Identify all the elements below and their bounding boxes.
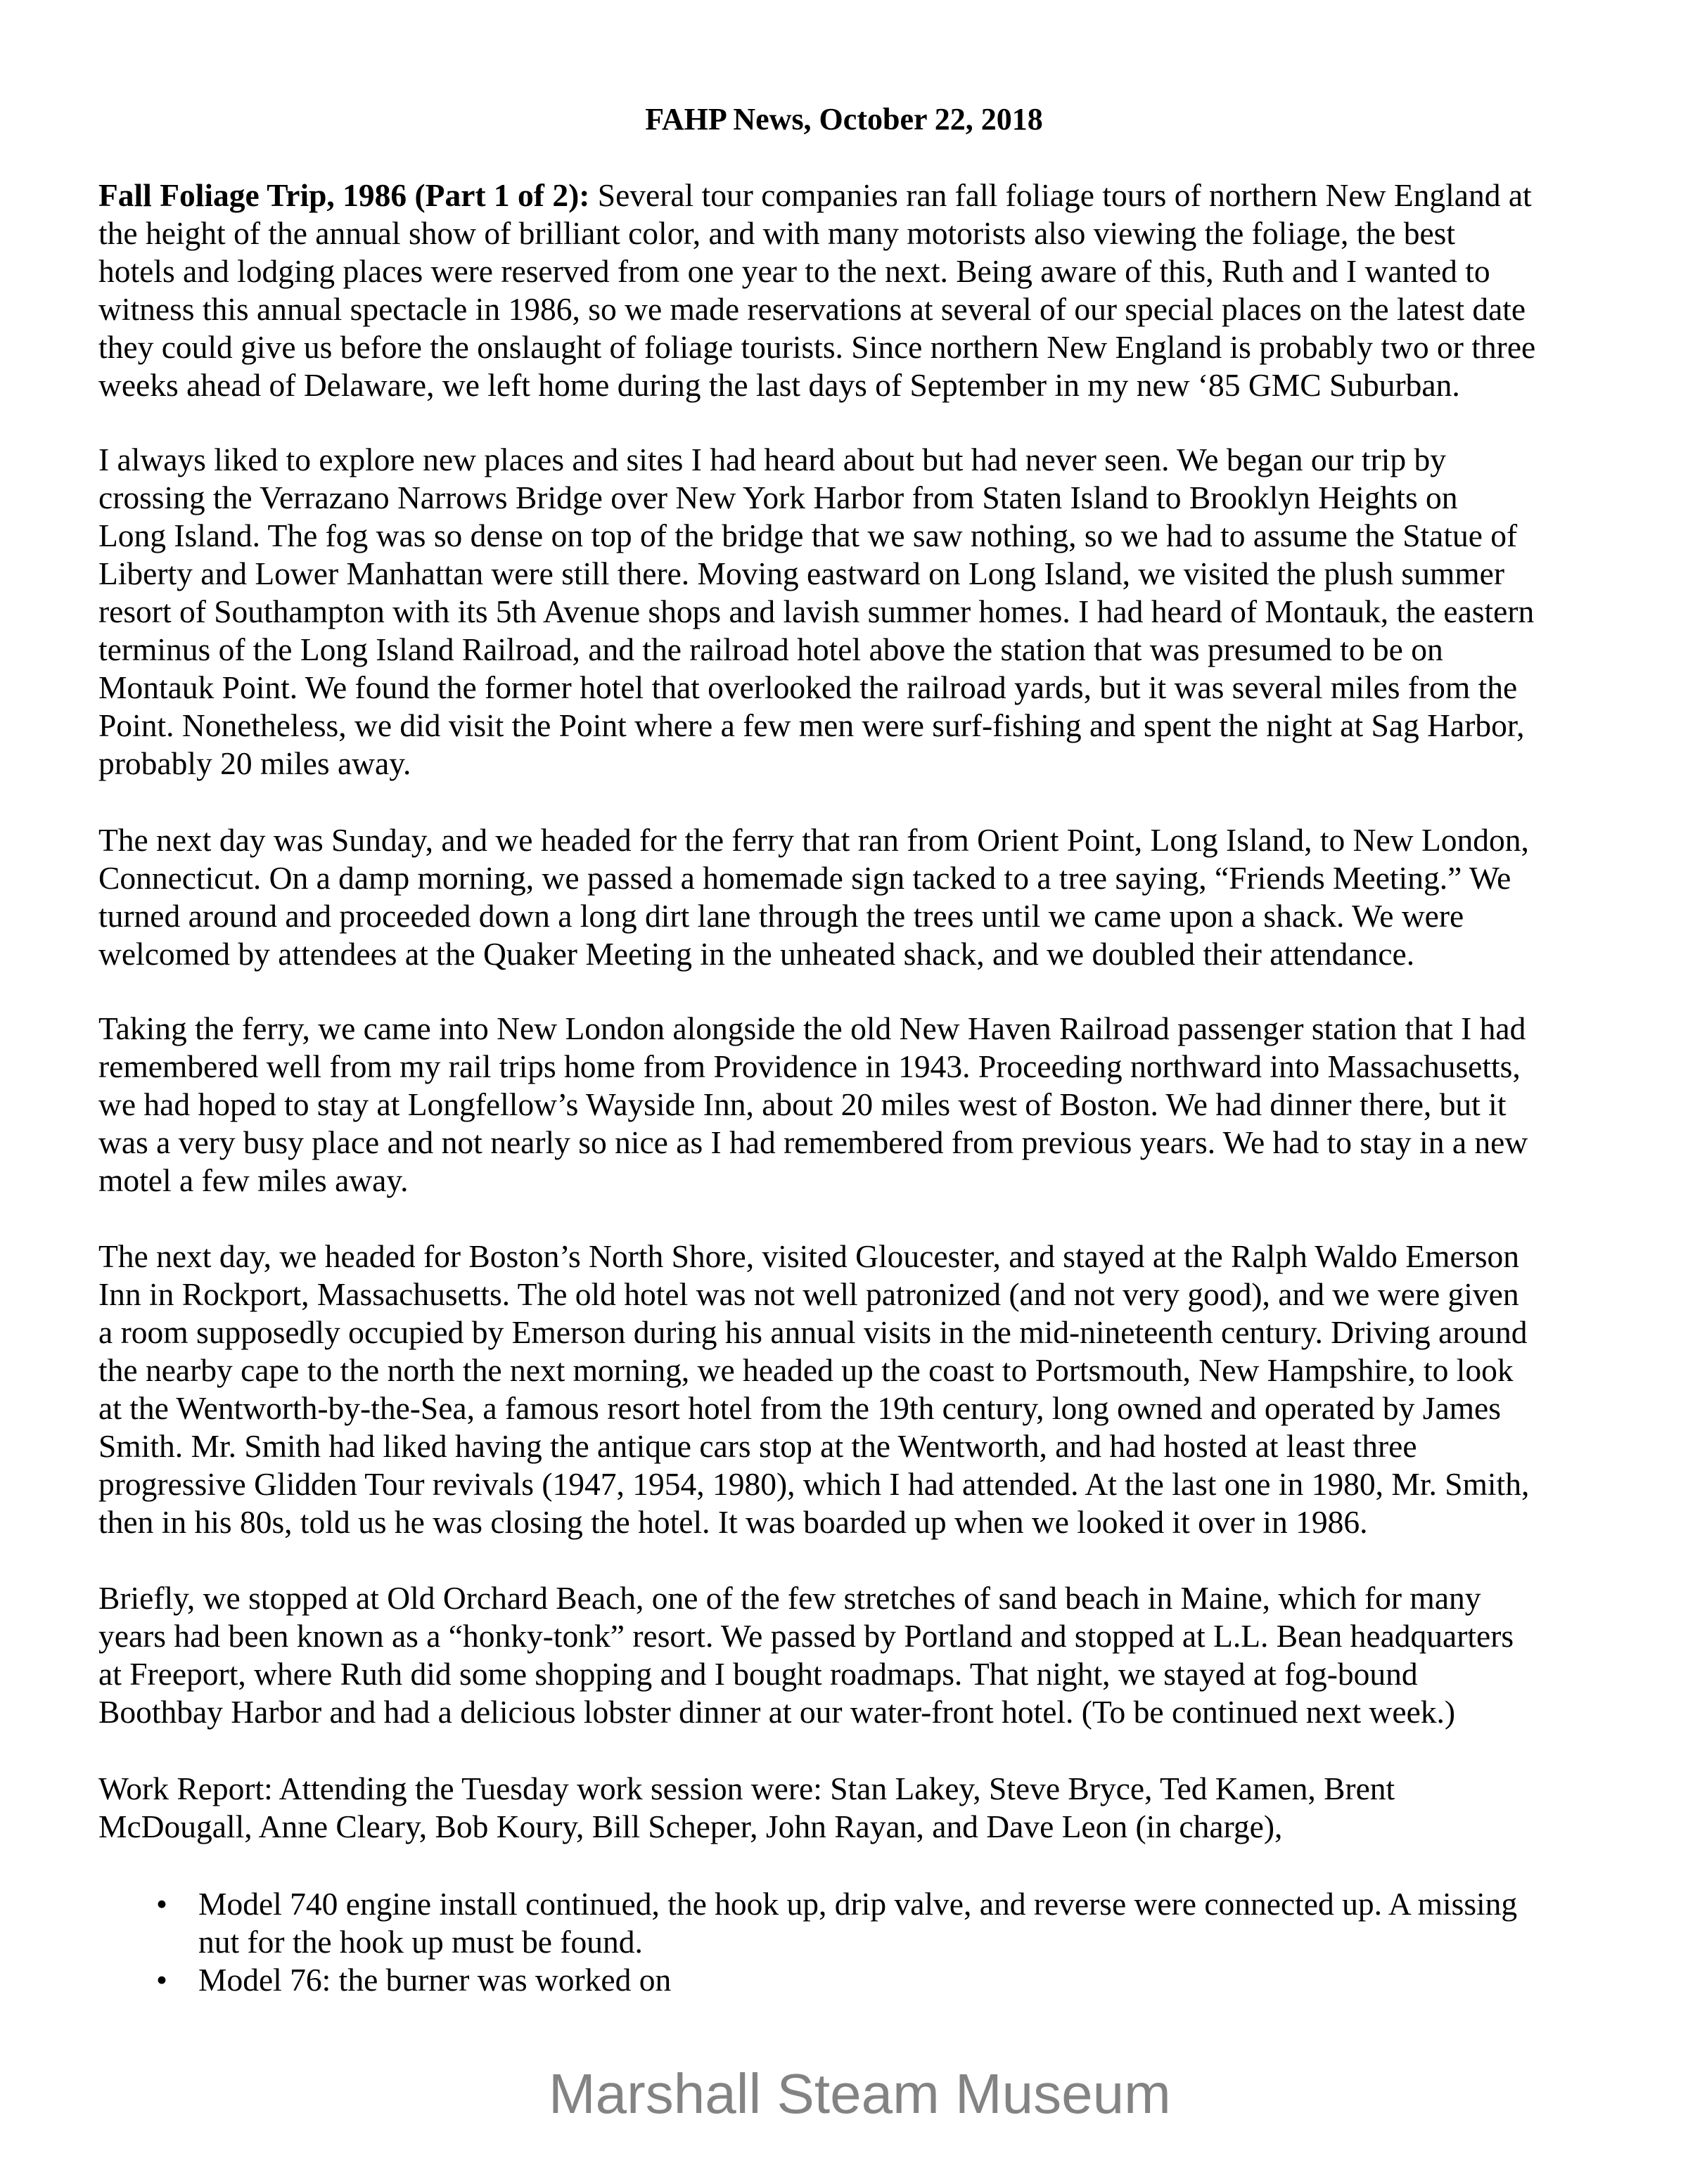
bullet-item (98, 1885, 1517, 1961)
text-line: Model 740 engine install continued, the hook up, drip valve, and reverse were connected up. A missing (198, 1886, 1518, 1922)
text-line: years had been known as a “honky-tonk” resort. We passed by Portland and stopped at L.L. Bean headquarters (98, 1618, 1514, 1654)
text-line: the nearby cape to the north the next morning, we headed up the coast to Portsmouth, New Hampshire, to look (98, 1352, 1514, 1388)
paragraph-new-london (98, 1010, 1528, 1200)
text-line: resort of Southampton with its 5th Avenue shops and lavish summer homes. I had heard of Montauk, the eastern (98, 593, 1535, 629)
text-line: they could give us before the onslaught of foliage tourists. Since northern New England is probably two or three (98, 329, 1536, 365)
text-line: hotels and lodging places were reserved from one year to the next. Being aware of this, Ruth and I wanted to (98, 253, 1490, 289)
text-line: Work Report: Attending the Tuesday work session were: Stan Lakey, Steve Bryce, Ted Kamen, Brent (98, 1771, 1395, 1806)
text-line: welcomed by attendees at the Quaker Meeting in the unheated shack, and we doubled their attendance. (98, 936, 1415, 972)
paragraph-maine (98, 1579, 1514, 1731)
text-span: Several tour companies ran fall foliage tours of northern New England at (589, 177, 1532, 213)
text-line: then in his 80s, told us he was closing the hotel. It was boarded up when we looked it over in 1986. (98, 1504, 1368, 1540)
paragraph-quaker-meeting (98, 821, 1529, 973)
paragraph-work-report (98, 1770, 1395, 1846)
text-line: terminus of the Long Island Railroad, and the railroad hotel above the station that was presumed to be on (98, 631, 1443, 667)
text-line: I always liked to explore new places and sites I had heard about but had never seen. We began our trip by (98, 442, 1446, 477)
bullet-item (98, 1961, 1517, 1999)
text-line: remembered well from my rail trips home from Providence in 1943. Proceeding northward into Massachusetts, (98, 1048, 1521, 1084)
text-line: at the Wentworth-by-the-Sea, a famous resort hotel from the 19th century, long owned and operated by James (98, 1390, 1501, 1426)
bullet-icon: • (156, 1886, 167, 1922)
text-line: witness this annual spectacle in 1986, so we made reservations at several of our special places on the latest date (98, 291, 1526, 327)
text-line: motel a few miles away. (98, 1162, 409, 1198)
text-line: we had hoped to stay at Longfellow’s Wayside Inn, about 20 miles west of Boston. We had dinner there, but it (98, 1086, 1507, 1122)
text-line: was a very busy place and not nearly so nice as I had remembered from previous years. We had to stay in a new (98, 1124, 1528, 1160)
paragraph-long-island (98, 441, 1534, 783)
paragraph-north-shore (98, 1238, 1529, 1541)
text-line: probably 20 miles away. (98, 745, 411, 781)
text-line: Point. Nonetheless, we did visit the Point where a few men were surf-fishing and spent the night at Sag Harbor, (98, 707, 1525, 743)
text-line: Long Island. The fog was so dense on top of the bridge that we saw nothing, so we had to assume the Statue of (98, 518, 1518, 553)
bullet-icon: • (156, 1962, 167, 1998)
watermark: Marshall Steam Museum (549, 2062, 1171, 2125)
text-line: Connecticut. On a damp morning, we passed a homemade sign tacked to a tree saying, “Friends Meeting.” We (98, 860, 1511, 896)
text-line: Taking the ferry, we came into New London alongside the old New Haven Railroad passenger station that I had (98, 1010, 1526, 1046)
text-line: Briefly, we stopped at Old Orchard Beach, one of the few stretches of sand beach in Maine, which for many (98, 1580, 1481, 1616)
section-heading: Fall Foliage Trip, 1986 (Part 1 of 2): (98, 177, 590, 213)
text-line: a room supposedly occupied by Emerson during his annual visits in the mid-nineteenth century. Driving around (98, 1314, 1528, 1350)
text-line: McDougall, Anne Cleary, Bob Koury, Bill Scheper, John Rayan, and Dave Leon (in charge), (98, 1809, 1283, 1844)
page-title: FAHP News, October 22, 2018 (645, 102, 1043, 136)
text-line: Boothbay Harbor and had a delicious lobster dinner at our water-front hotel. (To be continued next week.) (98, 1694, 1456, 1730)
paragraph-fall-foliage-intro (98, 176, 1535, 404)
text-line: progressive Glidden Tour revivals (1947, 1954, 1980), which I had attended. At the last one in 1980, Mr. Smith, (98, 1466, 1530, 1502)
text-line: Smith. Mr. Smith had liked having the antique cars stop at the Wentworth, and had hosted at least three (98, 1428, 1417, 1464)
work-bullet-list (98, 1885, 1517, 1999)
text-line: Model 76: the burner was worked on (198, 1962, 672, 1998)
text-line: Liberty and Lower Manhattan were still there. Moving eastward on Long Island, we visited the plush summer (98, 555, 1504, 591)
text-line: Montauk Point. We found the former hotel that overlooked the railroad yards, but it was several miles from the (98, 669, 1518, 705)
text-line: the height of the annual show of brilliant color, and with many motorists also viewing the foliage, the best (98, 215, 1455, 251)
text-line: turned around and proceeded down a long dirt lane through the trees until we came upon a shack. We were (98, 898, 1464, 934)
text-line: at Freeport, where Ruth did some shopping and I bought roadmaps. That night, we stayed at fog-bound (98, 1656, 1418, 1692)
text-line: crossing the Verrazano Narrows Bridge over New York Harbor from Staten Island to Brooklyn Heights on (98, 480, 1458, 515)
text-line: The next day, we headed for Boston’s North Shore, visited Gloucester, and stayed at the Ralph Waldo Emerson (98, 1238, 1520, 1274)
text-line: The next day was Sunday, and we headed for the ferry that ran from Orient Point, Long Island, to New London, (98, 822, 1529, 858)
text-line: weeks ahead of Delaware, we left home during the last days of September in my new ‘85 GMC Suburban. (98, 367, 1460, 403)
text-line: nut for the hook up must be found. (198, 1924, 643, 1960)
text-line (98, 176, 1535, 214)
text-line: Inn in Rockport, Massachusetts. The old hotel was not well patronized (and not very good), and we were given (98, 1276, 1519, 1312)
